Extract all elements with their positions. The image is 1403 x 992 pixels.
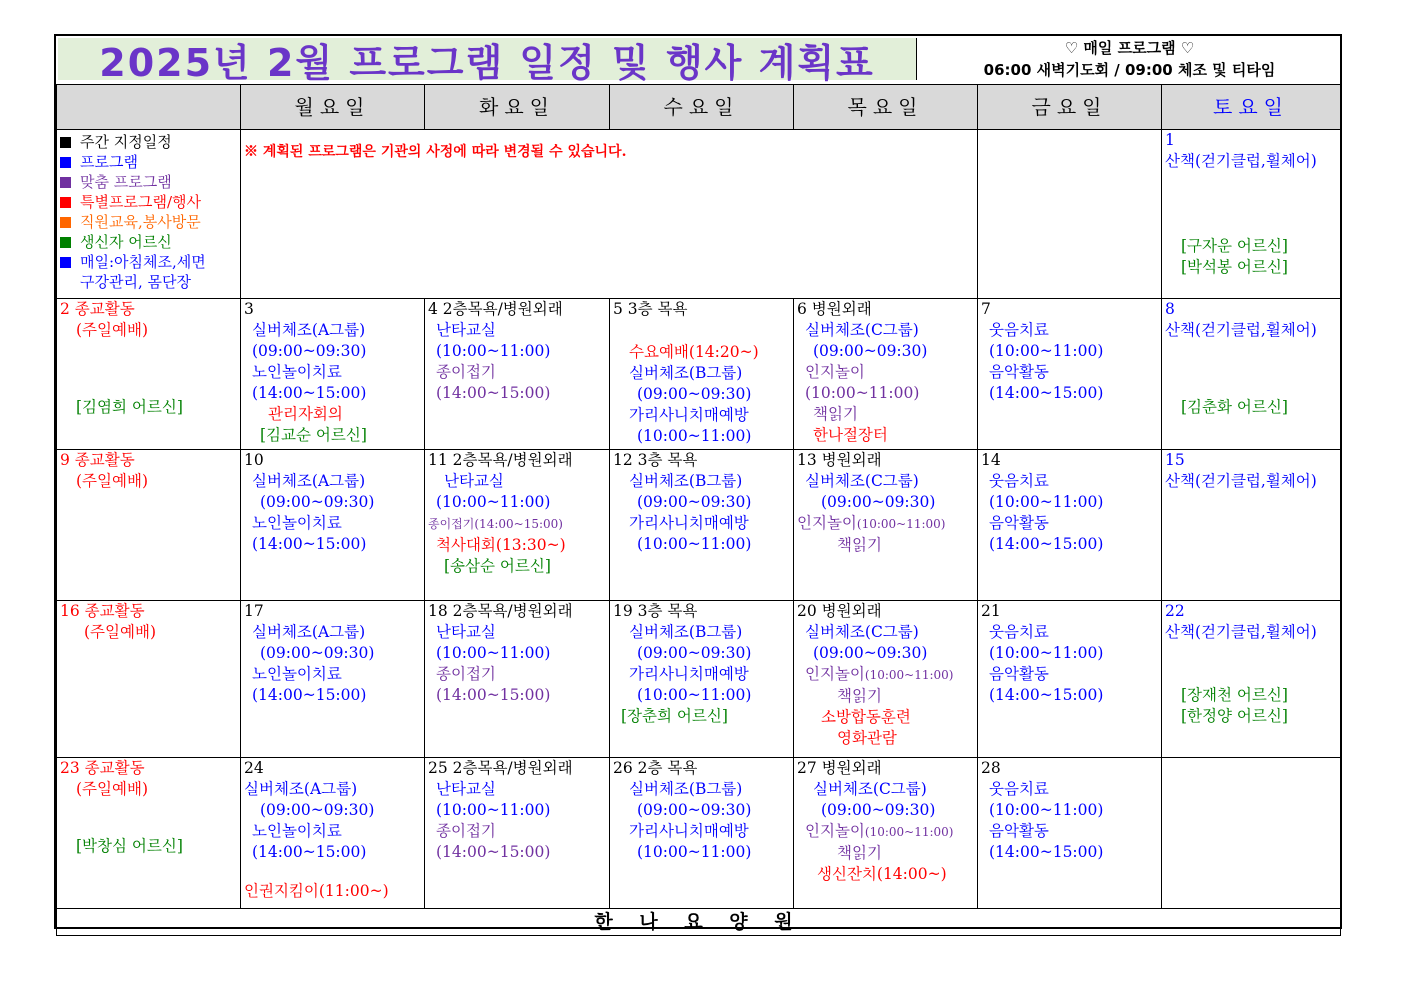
weekday-tue: 화요일 (425, 85, 610, 130)
day-cell-25: 25 2층목욕/병원외래 난타교실 (10:00~11:00) 종이접기 (14:00~15:00) (425, 758, 610, 909)
legend-item: 특별프로그램/행사 (60, 192, 237, 212)
weekday-header-row (57, 85, 1341, 130)
legend-item: 주간 지정일정 (60, 132, 237, 152)
day-cell-16: 16 종교활동 (주일예배) (57, 601, 241, 758)
day-cell-28: 28 웃음치료 (10:00~11:00) 음악활동 (14:00~15:00) (978, 758, 1162, 909)
calendar-table (56, 84, 1341, 936)
week-row-4 (57, 601, 1341, 758)
day-cell-19: 19 3층 목욕 실버체조(B그룹) (09:00~09:30) 가리사니치매예방 (10:00~11:00) [장춘희 어르신] (610, 601, 794, 758)
week-row-2 (57, 299, 1341, 450)
footer-org-name: 한 나 요 양 원 (57, 909, 1341, 936)
week-row-1 (57, 130, 1341, 299)
day-cell-10: 10 실버체조(A그룹) (09:00~09:30) 노인놀이치료 (14:00~15:00) (241, 450, 425, 601)
page-title: 2025년 2월 프로그램 일정 및 행사 계획표 (58, 38, 917, 80)
header (56, 36, 1340, 85)
day-cell-15: 15 산책(걷기클럽,휠체어) (1162, 450, 1341, 601)
legend-item: 맞춤 프로그램 (60, 172, 237, 192)
legend-item: 직원교육,봉사방문 (60, 212, 237, 232)
day-cell-6: 6 병원외래 실버체조(C그룹) (09:00~09:30) 인지놀이 (10:00~11:00) 책읽기 한나절장터 (794, 299, 978, 450)
day-cell-9: 9 종교활동 (주일예배) (57, 450, 241, 601)
legend-cell (57, 130, 241, 299)
day-cell-2: 2 종교활동 (주일예배) [김염희 어르신] (57, 299, 241, 450)
day-cell-empty (978, 130, 1162, 299)
legend-item: 매일:아침체조,세면 (60, 252, 237, 272)
day-cell-13: 13 병원외래 실버체조(C그룹) (09:00~09:30) 인지놀이(10:00~11:00) 책읽기 (794, 450, 978, 601)
day-cell-18: 18 2층목욕/병원외래 난타교실 (10:00~11:00) 종이접기 (14:00~15:00) (425, 601, 610, 758)
week-row-5 (57, 758, 1341, 909)
day-cell-3: 3 실버체조(A그룹) (09:00~09:30) 노인놀이치료 (14:00~15:00) 관리자회의 [김교순 어르신] (241, 299, 425, 450)
weekday-fri: 금요일 (978, 85, 1162, 130)
day-cell-23: 23 종교활동 (주일예배) [박창심 어르신] (57, 758, 241, 909)
day-cell-12: 12 3층 목욕 실버체조(B그룹) (09:00~09:30) 가리사니치매예방 (10:00~11:00) (610, 450, 794, 601)
daily-program-times: 06:00 새벽기도회 / 09:00 체조 및 티타임 (983, 61, 1276, 79)
daily-program-box (919, 36, 1340, 83)
weekday-wed: 수요일 (610, 85, 794, 130)
day-cell-5: 5 3층 목욕 수요예배(14:20~) 실버체조(B그룹) (09:00~09:30) 가리사니치매예방 (10:00~11:00) (610, 299, 794, 450)
weekday-sat: 토요일 (1162, 85, 1341, 130)
notice-text: ※ 계획된 프로그램은 기관의 사정에 따라 변경될 수 있습니다. (244, 144, 627, 160)
day-cell-7: 7 웃음치료 (10:00~11:00) 음악활동 (14:00~15:00) (978, 299, 1162, 450)
day-cell-20: 20 병원외래 실버체조(C그룹) (09:00~09:30) 인지놀이(10:00~11:00) 책읽기 소방합동훈련 영화관람 (794, 601, 978, 758)
legend-item: 프로그램 (60, 152, 237, 172)
day-cell-22: 22 산책(걷기클럽,휠체어) [장재천 어르신] [한정양 어르신] (1162, 601, 1341, 758)
day-cell-4: 4 2층목욕/병원외래 난타교실 (10:00~11:00) 종이접기 (14:00~15:00) (425, 299, 610, 450)
day-cell-27: 27 병원외래 실버체조(C그룹) (09:00~09:30) 인지놀이(10:00~11:00) 책읽기 생신잔치(14:00~) (794, 758, 978, 909)
legend-item: 생신자 어르신 (60, 232, 237, 252)
day-cell-empty (1162, 758, 1341, 909)
legend-item-cont: 구강관리, 몸단장 (80, 273, 191, 291)
schedule-sheet (54, 34, 1342, 933)
day-cell-11: 11 2층목욕/병원외래 난타교실 (10:00~11:00) 종이접기(14:00~15:00) 척사대회(13:30~) [송삼순 어르신] (425, 450, 610, 601)
daily-program-heading: ♡ 매일 프로그램 ♡ (1064, 39, 1195, 57)
footer-row (57, 909, 1341, 936)
weekday-thu: 목요일 (794, 85, 978, 130)
day-cell-1: 1 산책(걷기클럽,휠체어) [구자운 어르신] [박석봉 어르신] (1162, 130, 1341, 299)
notice-cell (241, 130, 978, 299)
weekday-header-blank (57, 85, 241, 130)
week-row-3 (57, 450, 1341, 601)
day-cell-14: 14 웃음치료 (10:00~11:00) 음악활동 (14:00~15:00) (978, 450, 1162, 601)
day-cell-21: 21 웃음치료 (10:00~11:00) 음악활동 (14:00~15:00) (978, 601, 1162, 758)
day-cell-24: 24 실버체조(A그룹) (09:00~09:30) 노인놀이치료 (14:00~15:00) 인권지킴이(11:00~) (241, 758, 425, 909)
day-cell-8: 8 산책(걷기클럽,휠체어) [김춘화 어르신] (1162, 299, 1341, 450)
day-cell-26: 26 2층 목욕 실버체조(B그룹) (09:00~09:30) 가리사니치매예방 (10:00~11:00) (610, 758, 794, 909)
day-cell-17: 17 실버체조(A그룹) (09:00~09:30) 노인놀이치료 (14:00~15:00) (241, 601, 425, 758)
weekday-mon: 월요일 (241, 85, 425, 130)
